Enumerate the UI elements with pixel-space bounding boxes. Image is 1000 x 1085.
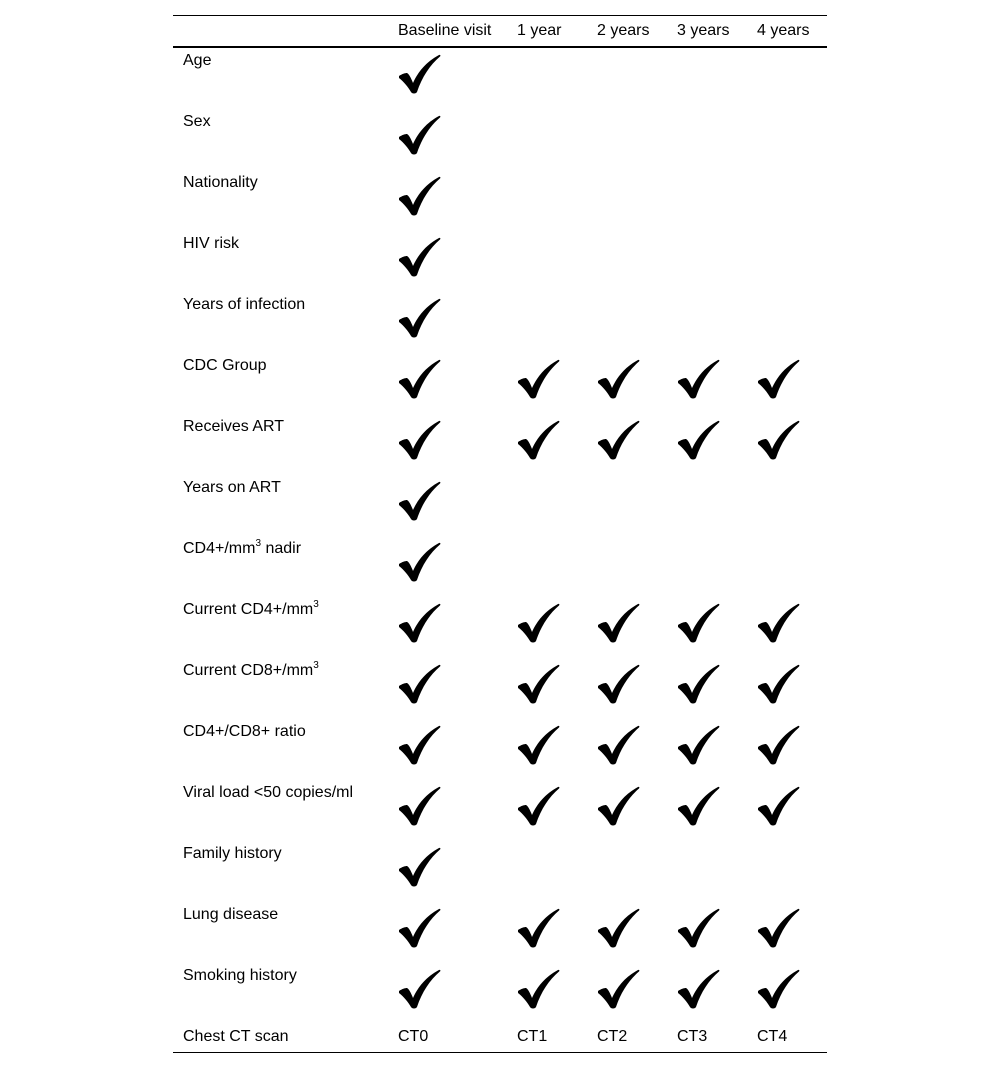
- check-mark-icon: [398, 542, 442, 582]
- column-header-4-years: 4 years: [757, 22, 810, 39]
- table-row-years-on-art: [173, 475, 827, 536]
- table-cell: [677, 231, 757, 292]
- row-label: [183, 723, 306, 741]
- table-row-smoking-history: [173, 963, 827, 1024]
- table-cell: [677, 780, 757, 841]
- row-label-text: HIV risk: [183, 235, 239, 252]
- check-mark-icon: [597, 908, 641, 948]
- table-cell: [517, 658, 597, 719]
- table-cell: [757, 841, 837, 902]
- check-mark-icon: [597, 664, 641, 704]
- row-label-text: Years on ART: [183, 479, 281, 496]
- check-mark-icon: [757, 359, 801, 399]
- table-cell: [757, 963, 837, 1024]
- row-label-superscript: 3: [313, 659, 319, 671]
- ct-scan-label: CT2: [597, 1028, 628, 1045]
- table-cell: [398, 841, 478, 902]
- table-cell: [677, 353, 757, 414]
- table-bottom-rule: [173, 1052, 827, 1053]
- table-row-hiv-risk: [173, 231, 827, 292]
- row-label-text: Age: [183, 52, 212, 69]
- row-label-text: Chest CT scan: [183, 1028, 289, 1045]
- table-cell: [517, 292, 597, 353]
- table-cell: [757, 353, 837, 414]
- table-cell: [398, 292, 478, 353]
- check-mark-icon: [398, 237, 442, 277]
- table-cell: [677, 292, 757, 353]
- check-mark-icon: [517, 786, 561, 826]
- table-cell: [597, 902, 677, 963]
- row-label-text: Current CD8+/mm: [183, 662, 314, 679]
- table-cell: [517, 536, 597, 597]
- row-label-text: Lung disease: [183, 906, 279, 923]
- table-cell: [517, 109, 597, 170]
- row-label: [183, 659, 319, 680]
- table-cell: [398, 658, 478, 719]
- check-mark-icon: [398, 908, 442, 948]
- table-cell: [517, 719, 597, 780]
- check-mark-icon: [677, 725, 721, 765]
- table-cell: [757, 475, 837, 536]
- table-cell: [597, 841, 677, 902]
- table-cell: [757, 414, 837, 475]
- table-cell: [597, 292, 677, 353]
- table-cell: [757, 231, 837, 292]
- table-cell: [517, 902, 597, 963]
- table-row-receives-art: [173, 414, 827, 475]
- table-header-row: [173, 15, 827, 46]
- table-cell: [597, 597, 677, 658]
- table-cell: [677, 1024, 757, 1085]
- table-cell: [597, 658, 677, 719]
- table-row-cd4-cd8-ratio: [173, 719, 827, 780]
- table-cell: [597, 170, 677, 231]
- table-row-lung-disease: [173, 902, 827, 963]
- check-mark-icon: [757, 664, 801, 704]
- check-mark-icon: [398, 298, 442, 338]
- row-label: [183, 1028, 289, 1046]
- row-label: [183, 479, 281, 497]
- check-mark-icon: [517, 420, 561, 460]
- table-cell: [517, 841, 597, 902]
- ct-scan-label: CT0: [398, 1028, 429, 1045]
- table-cell: [597, 231, 677, 292]
- check-mark-icon: [398, 176, 442, 216]
- check-mark-icon: [398, 847, 442, 887]
- table-cell: [757, 170, 837, 231]
- table-cell: [757, 1024, 837, 1085]
- row-label-text: Sex: [183, 113, 211, 130]
- check-mark-icon: [757, 725, 801, 765]
- row-label: [183, 357, 267, 375]
- check-mark-icon: [398, 725, 442, 765]
- table-cell: [517, 231, 597, 292]
- table-row-age: [173, 48, 827, 109]
- table-cell: [517, 48, 597, 109]
- check-mark-icon: [757, 908, 801, 948]
- check-mark-icon: [398, 603, 442, 643]
- table-cell: [757, 658, 837, 719]
- row-label: [183, 296, 305, 314]
- check-mark-icon: [677, 603, 721, 643]
- check-mark-icon: [597, 359, 641, 399]
- table-cell: [398, 231, 478, 292]
- row-label-superscript: 3: [313, 598, 319, 610]
- check-mark-icon: [757, 786, 801, 826]
- table-cell: [517, 475, 597, 536]
- table-cell: [677, 536, 757, 597]
- table-cell: [398, 48, 478, 109]
- row-label: [183, 784, 353, 802]
- table-cell: [677, 414, 757, 475]
- table-row-chest-ct-scan: [173, 1024, 827, 1085]
- row-label-text: Receives ART: [183, 418, 285, 435]
- check-mark-icon: [677, 359, 721, 399]
- table-cell: [677, 475, 757, 536]
- table-cell: [677, 170, 757, 231]
- table-cell: [677, 719, 757, 780]
- check-mark-icon: [398, 115, 442, 155]
- check-mark-icon: [677, 786, 721, 826]
- table-cell: [398, 719, 478, 780]
- row-label: [183, 537, 302, 558]
- check-mark-icon: [517, 725, 561, 765]
- check-mark-icon: [597, 603, 641, 643]
- row-label-text: Family history: [183, 845, 282, 862]
- check-mark-icon: [597, 725, 641, 765]
- check-mark-icon: [398, 420, 442, 460]
- column-header-3-years: 3 years: [677, 22, 730, 39]
- ct-scan-label: CT1: [517, 1028, 548, 1045]
- table-cell: [597, 109, 677, 170]
- row-label: [183, 113, 211, 131]
- table-cell: [398, 597, 478, 658]
- table-row-current-cd8-mm: [173, 658, 827, 719]
- check-mark-icon: [597, 420, 641, 460]
- check-mark-icon: [398, 969, 442, 1009]
- check-mark-icon: [597, 786, 641, 826]
- row-label-text: Smoking history: [183, 967, 297, 984]
- check-mark-icon: [677, 420, 721, 460]
- row-label-text: Years of infection: [183, 296, 306, 313]
- table-cell: [517, 414, 597, 475]
- ct-scan-label: CT3: [677, 1028, 708, 1045]
- table-row-cdc-group: [173, 353, 827, 414]
- table-cell: [517, 780, 597, 841]
- table-cell: [677, 902, 757, 963]
- check-mark-icon: [398, 786, 442, 826]
- row-label: [183, 967, 297, 985]
- table-cell: [398, 109, 478, 170]
- table-cell: [597, 719, 677, 780]
- row-label-text: Nationality: [183, 174, 258, 191]
- row-label: [183, 418, 284, 436]
- check-mark-icon: [757, 420, 801, 460]
- table-row-sex: [173, 109, 827, 170]
- table-row-cd4-mm-nadir: [173, 536, 827, 597]
- table-cell: [677, 109, 757, 170]
- table-cell: [398, 902, 478, 963]
- table-cell: [398, 414, 478, 475]
- row-label-text: Viral load <50 copies/ml: [183, 784, 354, 801]
- row-label: [183, 235, 239, 253]
- table-cell: [757, 48, 837, 109]
- table-cell: [517, 597, 597, 658]
- table-cell: [677, 48, 757, 109]
- table-cell: [757, 536, 837, 597]
- check-mark-icon: [398, 664, 442, 704]
- table-cell: [398, 353, 478, 414]
- table-cell: [398, 1024, 478, 1085]
- row-label-suffix: nadir: [261, 540, 302, 557]
- table-cell: [398, 963, 478, 1024]
- table-cell: [398, 536, 478, 597]
- row-label: [183, 174, 258, 192]
- check-mark-icon: [398, 481, 442, 521]
- check-mark-icon: [597, 969, 641, 1009]
- table-cell: [757, 780, 837, 841]
- check-mark-icon: [677, 969, 721, 1009]
- table-cell: [597, 48, 677, 109]
- table-cell: [597, 353, 677, 414]
- row-label: [183, 52, 211, 70]
- row-label: [183, 845, 282, 863]
- check-mark-icon: [517, 664, 561, 704]
- table-cell: [517, 963, 597, 1024]
- table-cell: [398, 780, 478, 841]
- column-header-baseline-visit: Baseline visit: [398, 22, 492, 39]
- table-cell: [757, 902, 837, 963]
- table-cell: [398, 170, 478, 231]
- row-label: [183, 598, 319, 619]
- table-cell: [597, 1024, 677, 1085]
- ct-scan-label: CT4: [757, 1028, 788, 1045]
- table-cell: [517, 1024, 597, 1085]
- check-mark-icon: [517, 969, 561, 1009]
- table-cell: [757, 292, 837, 353]
- check-mark-icon: [677, 908, 721, 948]
- table-cell: [517, 170, 597, 231]
- table-row-viral-load-50-copies-ml: [173, 780, 827, 841]
- table-row-current-cd4-mm: [173, 597, 827, 658]
- table-cell: [677, 597, 757, 658]
- row-label-text: Current CD4+/mm: [183, 601, 314, 618]
- table-cell: [597, 963, 677, 1024]
- table-cell: [757, 597, 837, 658]
- table-cell: [597, 475, 677, 536]
- check-mark-icon: [757, 969, 801, 1009]
- column-header-2-years: 2 years: [597, 22, 650, 39]
- table-cell: [757, 719, 837, 780]
- table-cell: [677, 841, 757, 902]
- table-row-family-history: [173, 841, 827, 902]
- table-cell: [597, 536, 677, 597]
- table-cell: [597, 414, 677, 475]
- row-label-text: CD4+/CD8+ ratio: [183, 723, 306, 740]
- table-cell: [597, 780, 677, 841]
- table-cell: [517, 353, 597, 414]
- row-label-text: CDC Group: [183, 357, 267, 374]
- table-cell: [677, 658, 757, 719]
- check-mark-icon: [757, 603, 801, 643]
- check-mark-icon: [517, 908, 561, 948]
- table-cell: [398, 475, 478, 536]
- check-mark-icon: [677, 664, 721, 704]
- check-mark-icon: [398, 359, 442, 399]
- table-cell: [757, 109, 837, 170]
- table-row-nationality: [173, 170, 827, 231]
- check-mark-icon: [517, 603, 561, 643]
- row-label-text: CD4+/mm: [183, 540, 256, 557]
- row-label: [183, 906, 278, 924]
- check-mark-icon: [398, 54, 442, 94]
- table-row-years-of-infection: [173, 292, 827, 353]
- row-label-superscript: 3: [255, 537, 262, 549]
- check-mark-icon: [517, 359, 561, 399]
- column-header-1-year: 1 year: [517, 22, 562, 39]
- table-cell: [677, 963, 757, 1024]
